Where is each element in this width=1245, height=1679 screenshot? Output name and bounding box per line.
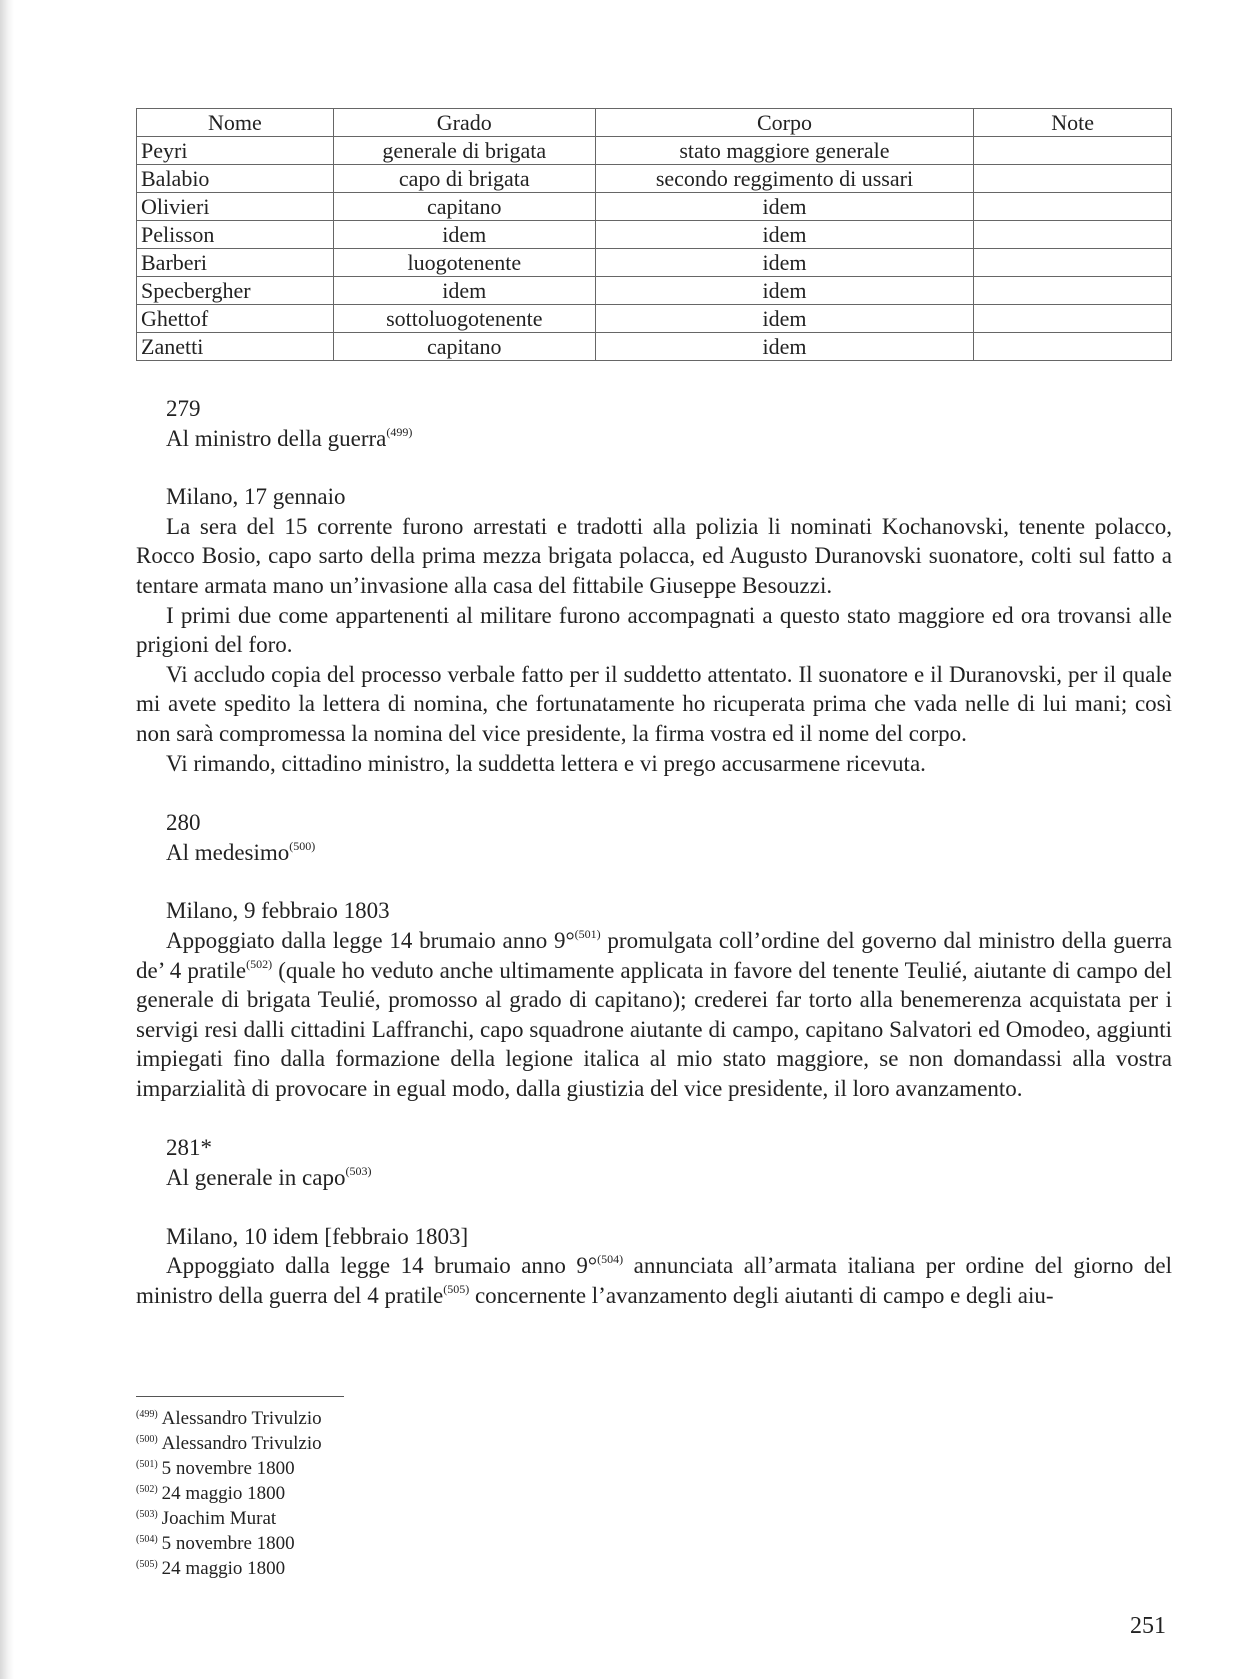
letter-body [136,512,1172,778]
footnote-mark: (501) [136,1459,158,1470]
cell-corpo: secondo reggimento di ussari [595,165,974,193]
recipient-text: Al ministro della guerra [166,425,387,451]
cell-nome: Zanetti [137,333,334,361]
footnote-text: 24 maggio 1800 [161,1483,286,1504]
cell-nome: Ghettof [137,305,334,333]
footnote-text: 5 novembre 1800 [161,1533,295,1554]
cell-corpo: idem [595,333,974,361]
cell-grado: idem [333,221,595,249]
footnote-ref: (504) [597,1252,624,1267]
footnote-ref: (501) [574,926,601,941]
cell-corpo: idem [595,249,974,277]
letter-paragraph: La sera del 15 corrente furono arrestati e tradotti alla polizia li nominati Kochanovski, tenente polacco, Rocco Bosio, capo sarto della prima mezza brigata polacca, ed Augusto Duranovski suonatore, colti sul fatto a tentare armata mano un’invasione alla casa del fittabile Giuseppe Besouzzi. [136,513,1172,598]
table-row [137,137,1172,165]
letter-paragraph: I primi due come appartenenti al militare furono accompagnati a questo stato maggiore ed ora trovansi alle prigioni del foro. [136,602,1172,658]
footnote-divider [136,1396,344,1397]
footnote [136,1431,636,1456]
cell-grado: sottoluogotenente [333,305,595,333]
page-binding-shadow [0,0,14,1679]
letter-body [136,1251,1172,1310]
cell-nome: Specbergher [137,277,334,305]
cell-note [974,165,1172,193]
cell-grado: luogotenente [333,249,595,277]
paragraph-text: Appoggiato dalla legge 14 brumaio anno 9° [166,927,575,953]
footnote [136,1456,636,1481]
table-row [137,333,1172,361]
cell-note [974,193,1172,221]
footnote-mark: (500) [136,1434,158,1445]
cell-corpo: stato maggiore generale [595,137,974,165]
footnotes [136,1406,636,1581]
paragraph-text: Appoggiato dalla legge 14 brumaio anno 9° [166,1253,598,1279]
cell-grado: capo di brigata [333,165,595,193]
cell-note [974,305,1172,333]
letter-number: 281* [166,1135,212,1161]
letter-paragraph: Vi accludo copia del processo verbale fatto per il suddetto attentato. Il suonatore e il Duranovski, per il quale mi avete spedito la lettera di nomina, che fortunatamente ho ricuperata prima che vada nelle di lui mani; così non sarà compromessa la nomina del vice presidente, la firma vostra ed il nome del corpo. [136,661,1172,746]
cell-grado: capitano [333,193,595,221]
page-number: 251 [1130,1613,1166,1639]
table-row [137,193,1172,221]
footnote [136,1556,636,1581]
cell-note [974,277,1172,305]
cell-note [974,137,1172,165]
footnote-ref: (500) [289,838,316,853]
paragraph-text: concernente l’avanzamento degli aiutanti di campo e degli aiu- [469,1282,1054,1308]
cell-corpo: idem [595,305,974,333]
letter-recipient [166,838,1170,868]
header-note: Note [974,109,1172,137]
footnote-mark: (504) [136,1534,158,1545]
footnote [136,1406,636,1431]
footnote-text: Alessandro Trivulzio [161,1408,322,1429]
footnote [136,1481,636,1506]
letter-paragraph [136,926,1172,1104]
footnote-ref: (502) [246,956,273,971]
letter-place-date: Milano, 9 febbraio 1803 [166,898,390,924]
footnote [136,1531,636,1556]
letter-recipient [166,424,1170,454]
footnote-mark: (505) [136,1559,158,1570]
cell-note [974,249,1172,277]
letter-281 [136,1133,1172,1310]
footnote-mark: (503) [136,1509,158,1520]
cell-corpo: idem [595,193,974,221]
letter-recipient [166,1163,1170,1193]
cell-nome: Pelisson [137,221,334,249]
letter-279 [136,394,1172,778]
cell-nome: Barberi [137,249,334,277]
cell-note [974,221,1172,249]
cell-corpo: idem [595,277,974,305]
footnote-text: Joachim Murat [161,1508,277,1529]
table-row [137,221,1172,249]
header-corpo: Corpo [595,109,974,137]
cell-nome: Olivieri [137,193,334,221]
paragraph-text: promulgata coll’ordine del governo dal ministro della guerra de’ 4 pratile [136,927,1172,983]
letter-paragraph [136,1251,1172,1310]
footnote [136,1506,636,1531]
letter-body [136,926,1172,1104]
recipient-text: Al generale in capo [166,1165,346,1191]
paragraph-text: (quale ho veduto anche ultimamente applicata in favore del tenente Teulié, aiutante di campo del generale di brigata Teulié, promosso al grado di capitano); crederei far torto alla benemerenza acquistata per i servigi resi dalli cittadini Laffranchi, capo squadrone aiutante di campo, capitano Salvatori ed Omodeo, aggiunti impiegati fino dalla formazione della legione italica al mio stato maggiore, se non domandassi alla vostra imparzialità di provocare in egual modo, dalla giustizia del vice presidente, il loro avanzamento. [136,957,1172,1101]
letter-place-date: Milano, 10 idem [febbraio 1803] [166,1223,469,1249]
cell-nome: Balabio [137,165,334,193]
footnote-text: 24 maggio 1800 [161,1558,286,1579]
footnote-ref: (503) [345,1164,372,1179]
letter-280 [136,808,1172,1103]
letter-number: 279 [166,396,201,421]
page-content [136,108,1172,1310]
table-row [137,305,1172,333]
footnote-mark: (502) [136,1484,158,1495]
table-header-row [137,109,1172,137]
footnote-mark: (499) [136,1409,158,1420]
cell-grado: capitano [333,333,595,361]
header-grado: Grado [333,109,595,137]
footnote-text: 5 novembre 1800 [161,1458,295,1479]
table-row [137,277,1172,305]
letter-place-date: Milano, 17 gennaio [166,484,346,510]
letter-paragraph: Vi rimando, cittadino ministro, la suddetta lettera e vi prego accusarmene ricevuta. [166,750,926,776]
footnote-ref: (499) [386,424,413,439]
cell-note [974,333,1172,361]
cell-grado: idem [333,277,595,305]
recipient-text: Al medesimo [166,839,290,865]
paragraph-text: annunciata all’armata italiana per ordine del giorno del ministro della guerra del 4 pratile [136,1253,1172,1308]
cell-nome: Peyri [137,137,334,165]
header-nome: Nome [137,109,334,137]
table-row [137,249,1172,277]
letter-number: 280 [166,810,201,836]
cell-corpo: idem [595,221,974,249]
cell-grado: generale di brigata [333,137,595,165]
table-row [137,165,1172,193]
officers-table [136,108,1172,361]
footnote-ref: (505) [443,1281,470,1296]
footnote-text: Alessandro Trivulzio [161,1433,322,1454]
